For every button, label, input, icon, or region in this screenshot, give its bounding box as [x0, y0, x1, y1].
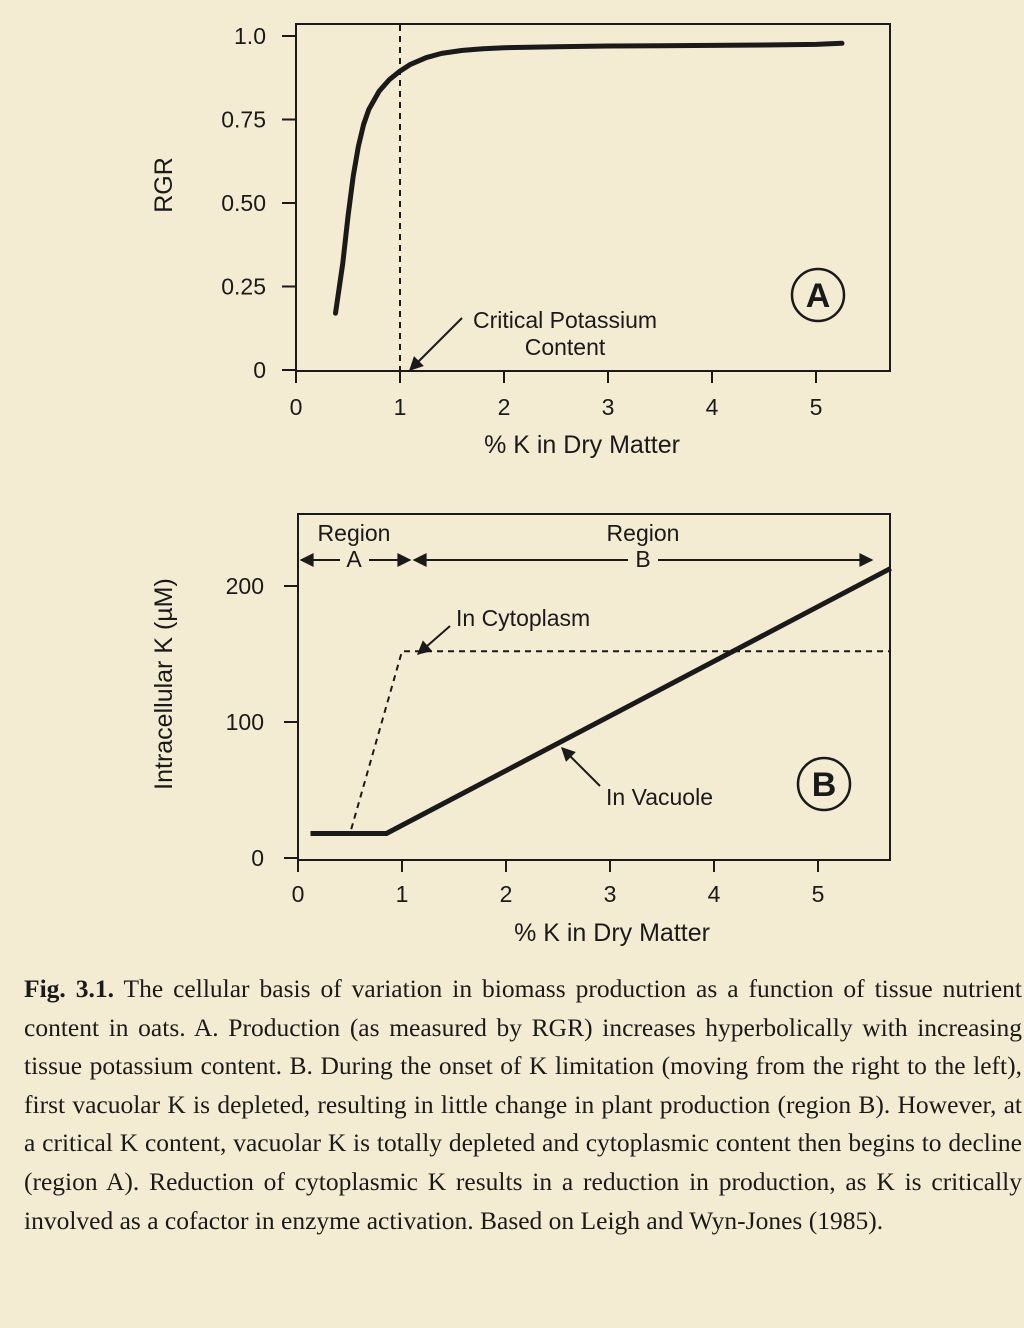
figure-caption — [24, 970, 1022, 1240]
panel-b-x-tick-label: 2 — [499, 881, 513, 907]
panel-b-letter: B — [811, 766, 837, 804]
panel-b-y-tick-label: 200 — [225, 573, 264, 599]
panel-a-x-axis — [290, 371, 823, 420]
panel-a-chart — [150, 23, 890, 459]
panel-a-y-axis — [221, 23, 296, 383]
figure-caption-label: Fig. 3.1. — [24, 974, 114, 1003]
panel-a-y-tick-label: 0.50 — [221, 190, 266, 216]
panel-b-chart — [150, 514, 891, 947]
panel-a-x-tick-label: 5 — [809, 394, 823, 420]
panel-b-x-axis-title: % K in Dry Matter — [514, 919, 710, 947]
region-b-label-bottom: B — [635, 546, 651, 572]
panel-a-letter: A — [805, 277, 831, 315]
vacuole-annotation-arrow — [562, 748, 600, 786]
panel-a-x-axis-title: % K in Dry Matter — [484, 431, 680, 459]
region-a-label-top: Region — [317, 520, 391, 546]
panel-b-x-tick-label: 1 — [395, 881, 409, 907]
figure-caption-text: The cellular basis of variation in biomass production as a function of tissue nutrient content in oats. A. Production (as measured by RGR) increases hyperbolically with increasing tissue potassium content. B. During the onset of K limitation (moving from the right to the left), first vacuolar K is depleted, resulting in little change in plant production (region B). However, at a critical K content, vacuolar K is totally depleted and cytoplasmic content then begins to decline (region A). Reduction of cytoplasmic K results in a reduction in production, as K is critically involved as a cofactor in enzyme activation. Based on Leigh and Wyn-Jones (1985). — [24, 974, 1022, 1235]
panel-a-y-tick-label: 1.0 — [234, 23, 266, 49]
panel-a-y-axis-title: RGR — [150, 157, 178, 213]
panel-b-x-tick-label: 0 — [291, 881, 305, 907]
panel-b-y-axis-title: Intracellular K (µM) — [150, 578, 178, 790]
critical-potassium-label-line2: Content — [524, 334, 606, 360]
region-a-label-bottom: A — [346, 546, 362, 572]
cytoplasm-series-line — [311, 651, 891, 833]
critical-potassium-label-line1: Critical Potassium — [472, 307, 658, 333]
panel-a-y-tick-label: 0 — [253, 357, 266, 383]
panel-b-x-axis — [292, 860, 825, 907]
critical-potassium-arrow — [410, 318, 462, 370]
panel-a-x-tick-label: 2 — [497, 394, 511, 420]
panel-b-y-tick-label: 100 — [225, 709, 264, 735]
panel-a-x-tick-label: 0 — [289, 394, 303, 420]
panel-b-x-tick-label: 4 — [707, 881, 721, 907]
panel-a-y-tick-label: 0.75 — [221, 106, 266, 133]
panel-b-y-tick-label: 0 — [251, 845, 264, 871]
panel-a-x-tick-label: 3 — [601, 394, 615, 420]
cytoplasm-annotation-arrow — [418, 626, 450, 654]
panel-a-y-tick-label: 0.25 — [221, 273, 266, 300]
cytoplasm-annotation-label: In Cytoplasm — [456, 605, 591, 631]
vacuole-annotation-label: In Vacuole — [606, 784, 713, 810]
panel-a-x-tick-label: 1 — [393, 394, 407, 420]
panel-b-x-tick-label: 3 — [603, 881, 617, 907]
region-b-label-top: Region — [606, 520, 680, 546]
panel-a-x-tick-label: 4 — [705, 394, 719, 420]
rgr-curve — [336, 43, 843, 313]
vacuole-series-line — [311, 568, 891, 833]
panel-b-y-axis — [226, 573, 298, 871]
panel-b-x-tick-label: 5 — [811, 881, 825, 907]
panel-b-frame — [298, 514, 890, 860]
